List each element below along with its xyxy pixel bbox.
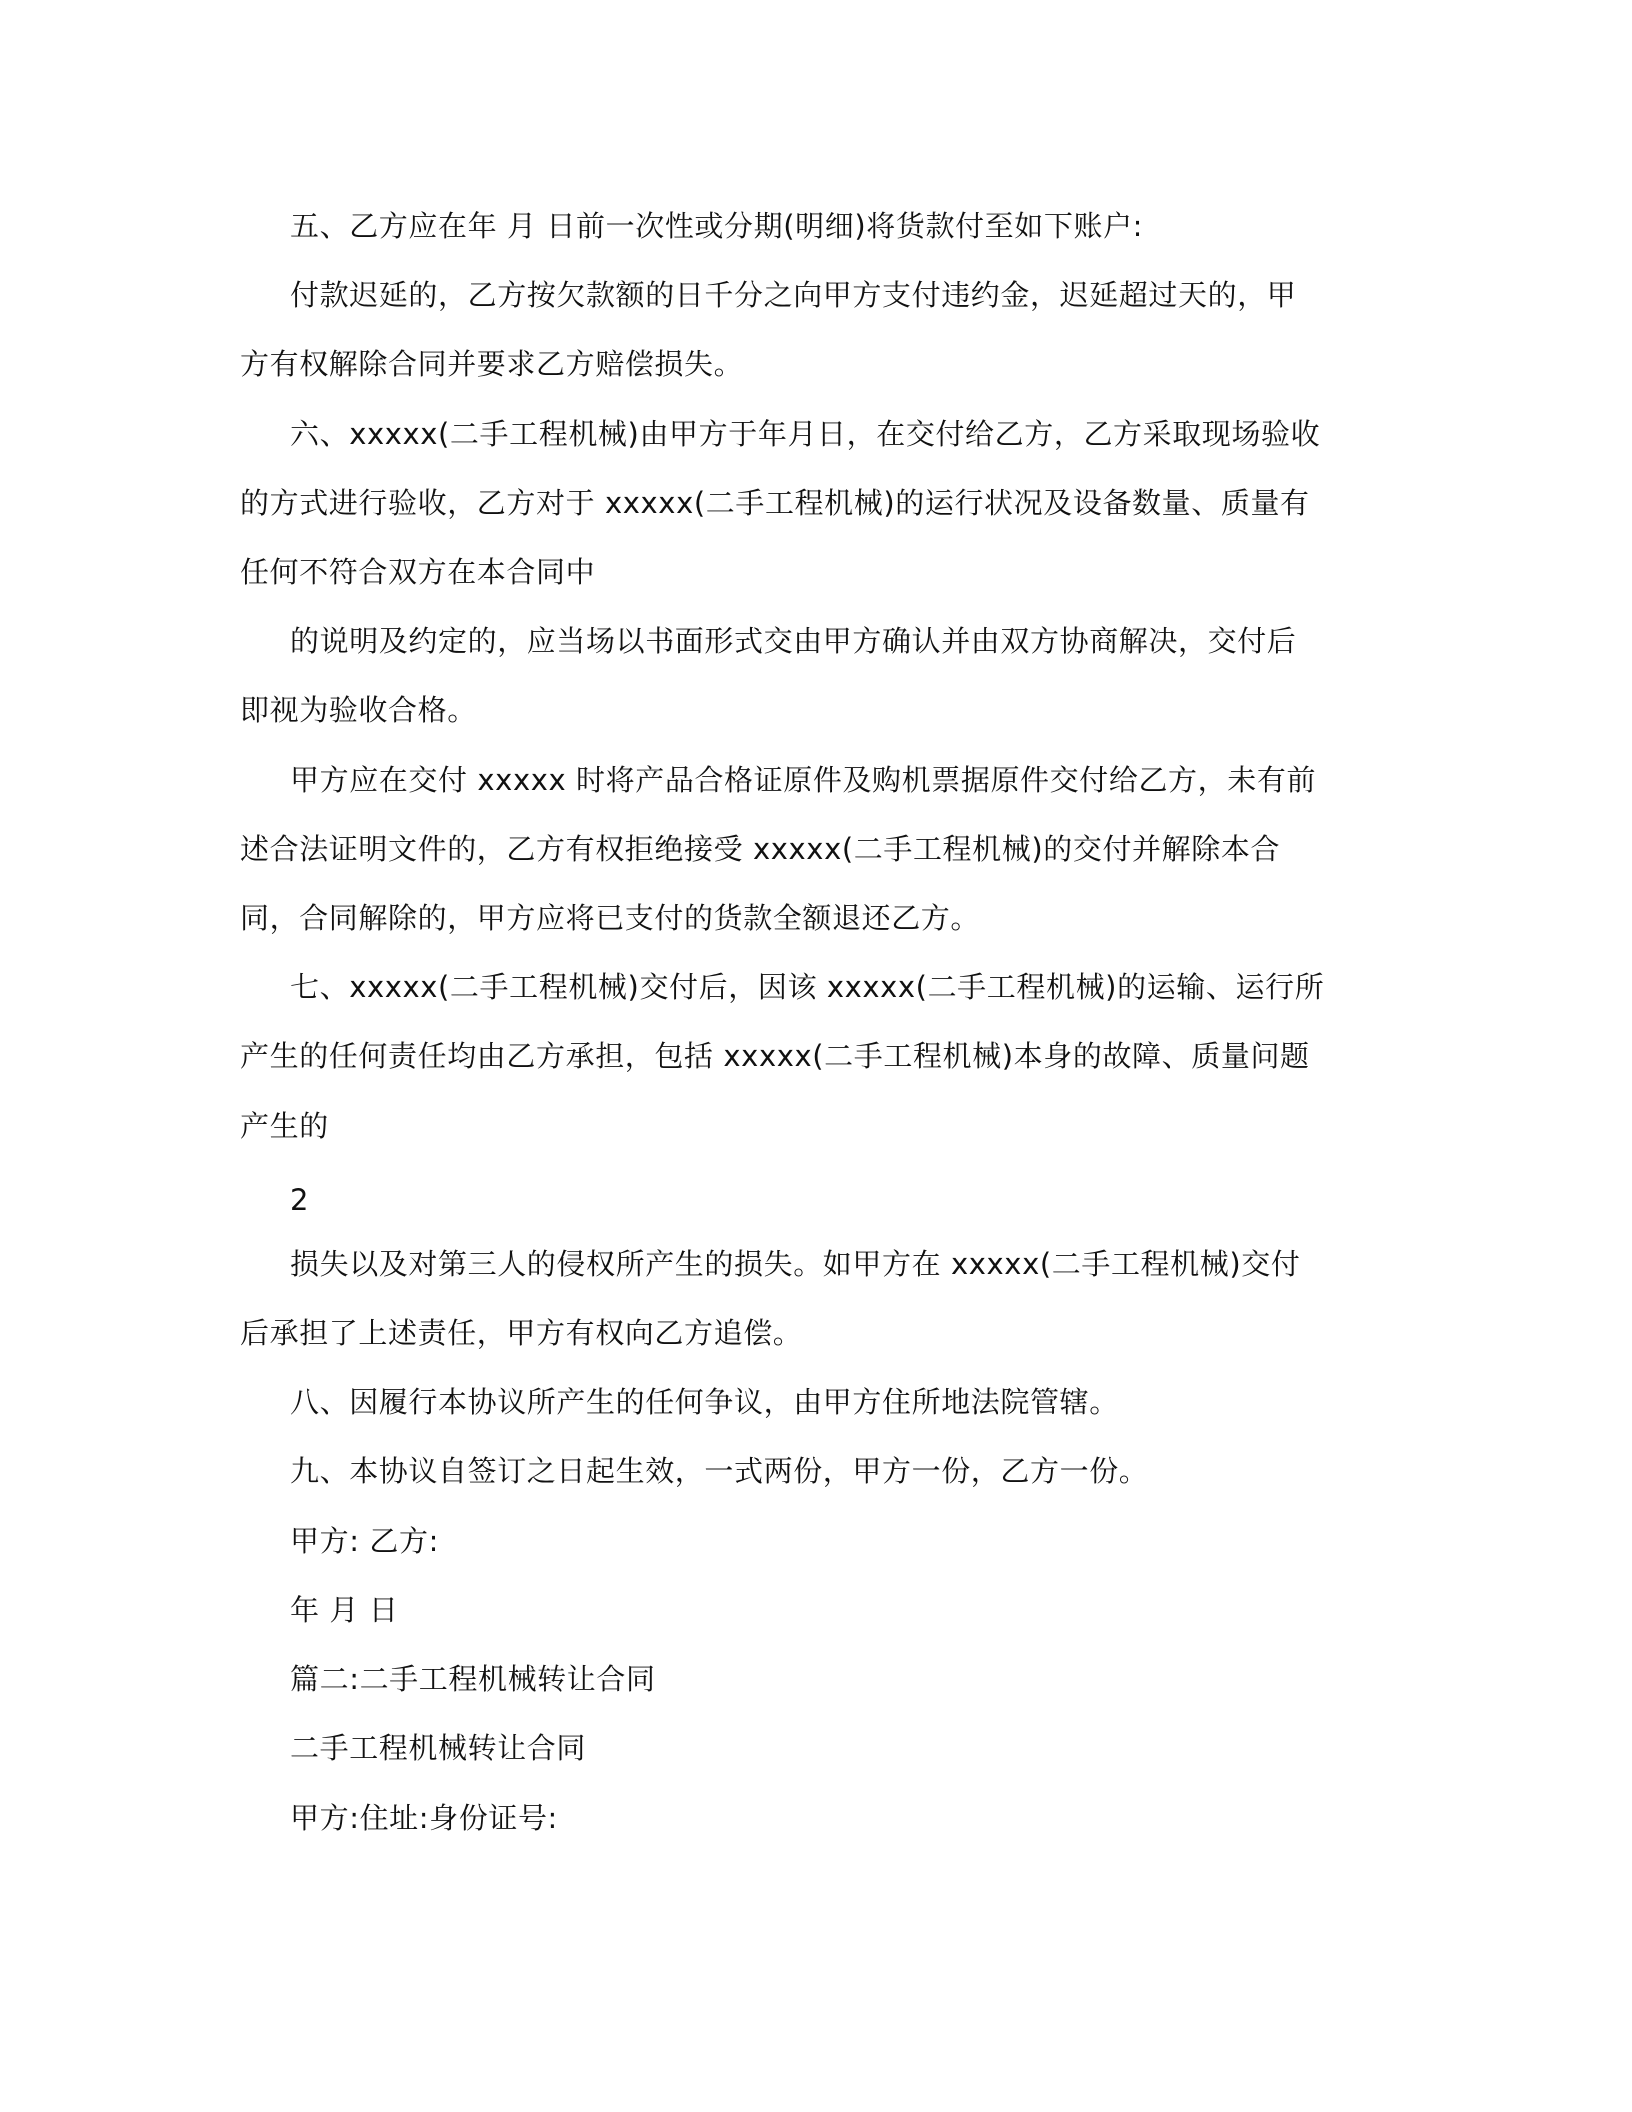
clause-6-line-5: 即视为验收合格。 xyxy=(240,693,477,727)
certificate-line-1: 甲方应在交付 xxxxx 时将产品合格证原件及购机票据原件交付给乙方，未有前 xyxy=(290,763,1317,797)
clause-5-line-3: 方有权解除合同并要求乙方赔偿损失。 xyxy=(240,347,744,381)
clause-7-line-2: 产生的任何责任均由乙方承担，包括 xxxxx(二手工程机械)本身的故障、质量问题 xyxy=(240,1039,1310,1073)
clause-5-line-2: 付款迟延的，乙方按欠款额的日千分之向甲方支付违约金，迟延超过天的，甲 xyxy=(290,278,1297,312)
clause-6-line-2: 的方式进行验收，乙方对于 xxxxx(二手工程机械)的运行状况及设备数量、质量有 xyxy=(240,486,1310,520)
clause-7-cont-line-1: 损失以及对第三人的侵权所产生的损失。如甲方在 xxxxx(二手工程机械)交付 xyxy=(290,1247,1301,1281)
clause-9: 九、本协议自签订之日起生效，一式两份，甲方一份，乙方一份。 xyxy=(290,1454,1149,1488)
clause-7-line-3: 产生的 xyxy=(240,1109,329,1143)
clause-8: 八、因履行本协议所产生的任何争议，由甲方住所地法院管辖。 xyxy=(290,1385,1119,1419)
signature-date: 年 月 日 xyxy=(290,1593,399,1627)
clause-7-cont-line-2: 后承担了上述责任，甲方有权向乙方追偿。 xyxy=(240,1316,803,1350)
contract-title: 二手工程机械转让合同 xyxy=(290,1731,587,1765)
clause-6-line-1: 六、xxxxx(二手工程机械)由甲方于年月日，在交付给乙方，乙方采取现场验收 xyxy=(290,417,1321,451)
section-heading: 篇二:二手工程机械转让合同 xyxy=(290,1662,656,1696)
clause-6-line-3: 任何不符合双方在本合同中 xyxy=(240,555,596,589)
certificate-line-2: 述合法证明文件的，乙方有权拒绝接受 xxxxx(二手工程机械)的交付并解除本合 xyxy=(240,832,1281,866)
clause-5-line-1: 五、乙方应在年 月 日前一次性或分期(明细)将货款付至如下账户: xyxy=(290,209,1144,243)
clause-6-line-4: 的说明及约定的，应当场以书面形式交由甲方确认并由双方协商解决，交付后 xyxy=(290,624,1297,658)
certificate-line-3: 同，合同解除的，甲方应将已支付的货款全额退还乙方。 xyxy=(240,901,981,935)
party-a-info: 甲方:住址:身份证号: xyxy=(290,1801,558,1835)
signature-parties: 甲方: 乙方: xyxy=(290,1524,439,1558)
page-number: 2 xyxy=(290,1183,310,1217)
clause-7-line-1: 七、xxxxx(二手工程机械)交付后，因该 xxxxx(二手工程机械)的运输、运行所 xyxy=(290,970,1325,1004)
